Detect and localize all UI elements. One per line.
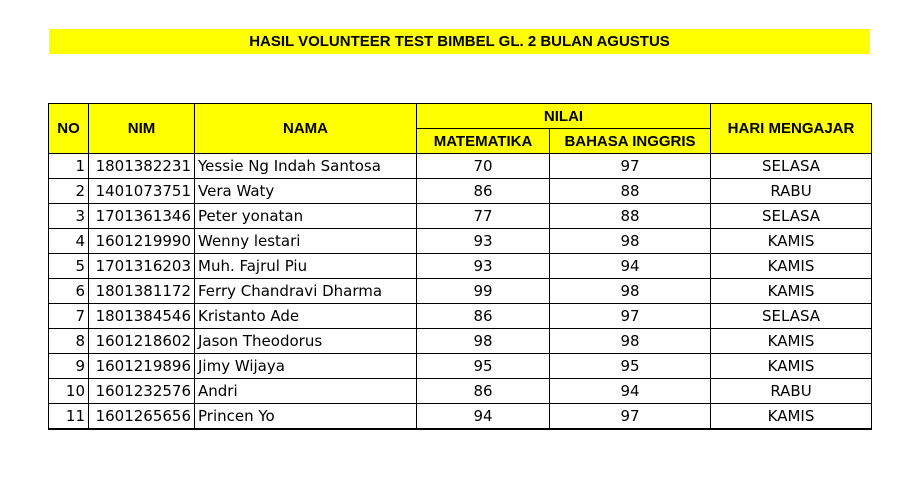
- row-nama: Kristanto Ade: [195, 304, 417, 329]
- row-matematika: 77: [417, 204, 550, 229]
- row-nama: Ferry Chandravi Dharma: [195, 279, 417, 304]
- row-nim: 1401073751: [89, 179, 195, 204]
- row-bahasa-inggris: 95: [550, 354, 711, 379]
- row-hari-mengajar: SELASA: [711, 154, 872, 179]
- row-bahasa-inggris: 88: [550, 179, 711, 204]
- row-bahasa-inggris: 94: [550, 379, 711, 404]
- row-nim: 1601265656: [89, 404, 195, 430]
- row-hari-mengajar: RABU: [711, 379, 872, 404]
- row-nim: 1601232576: [89, 379, 195, 404]
- row-no: 4: [49, 229, 89, 254]
- row-bahasa-inggris: 88: [550, 204, 711, 229]
- row-nim: 1601218602: [89, 329, 195, 354]
- row-no: 2: [49, 179, 89, 204]
- table-row: [49, 354, 872, 379]
- row-hari-mengajar: KAMIS: [711, 229, 872, 254]
- row-bahasa-inggris: 94: [550, 254, 711, 279]
- row-matematika: 93: [417, 254, 550, 279]
- row-matematika: 93: [417, 229, 550, 254]
- table-row: [49, 404, 872, 430]
- row-matematika: 99: [417, 279, 550, 304]
- row-no: 5: [49, 254, 89, 279]
- table-row: [49, 154, 872, 179]
- row-nim: 1801382231: [89, 154, 195, 179]
- row-no: 10: [49, 379, 89, 404]
- results-table: [48, 103, 872, 430]
- header-bahasa-inggris: BAHASA INGGRIS: [550, 129, 711, 154]
- row-matematika: 95: [417, 354, 550, 379]
- row-nama: Jimy Wijaya: [195, 354, 417, 379]
- table-row: [49, 179, 872, 204]
- row-nama: Jason Theodorus: [195, 329, 417, 354]
- row-nama: Yessie Ng Indah Santosa: [195, 154, 417, 179]
- row-bahasa-inggris: 98: [550, 329, 711, 354]
- header-hari-mengajar: HARI MENGAJAR: [711, 104, 872, 154]
- row-nama: Wenny lestari: [195, 229, 417, 254]
- table-row: [49, 204, 872, 229]
- table-row: [49, 379, 872, 404]
- table-row: [49, 254, 872, 279]
- row-matematika: 86: [417, 379, 550, 404]
- row-no: 9: [49, 354, 89, 379]
- row-nim: 1601219990: [89, 229, 195, 254]
- row-bahasa-inggris: 97: [550, 404, 711, 430]
- row-bahasa-inggris: 97: [550, 154, 711, 179]
- row-bahasa-inggris: 98: [550, 279, 711, 304]
- row-matematika: 94: [417, 404, 550, 430]
- row-hari-mengajar: RABU: [711, 179, 872, 204]
- header-nim: NIM: [89, 104, 195, 154]
- row-hari-mengajar: KAMIS: [711, 329, 872, 354]
- row-nim: 1801381172: [89, 279, 195, 304]
- row-no: 8: [49, 329, 89, 354]
- row-hari-mengajar: SELASA: [711, 204, 872, 229]
- table-row: [49, 329, 872, 354]
- table-row: [49, 304, 872, 329]
- row-no: 11: [49, 404, 89, 430]
- row-nim: 1601219896: [89, 354, 195, 379]
- header-no: NO: [49, 104, 89, 154]
- row-nim: 1701361346: [89, 204, 195, 229]
- table-row: [49, 229, 872, 254]
- row-matematika: 98: [417, 329, 550, 354]
- row-no: 6: [49, 279, 89, 304]
- row-nim: 1801384546: [89, 304, 195, 329]
- row-nama: Muh. Fajrul Piu: [195, 254, 417, 279]
- row-no: 1: [49, 154, 89, 179]
- table-body: [49, 154, 872, 430]
- row-hari-mengajar: KAMIS: [711, 279, 872, 304]
- header-nama: NAMA: [195, 104, 417, 154]
- row-matematika: 86: [417, 304, 550, 329]
- row-nama: Vera Waty: [195, 179, 417, 204]
- table-row: [49, 279, 872, 304]
- row-bahasa-inggris: 97: [550, 304, 711, 329]
- row-nim: 1701316203: [89, 254, 195, 279]
- row-bahasa-inggris: 98: [550, 229, 711, 254]
- header-matematika: MATEMATIKA: [417, 129, 550, 154]
- row-hari-mengajar: KAMIS: [711, 404, 872, 430]
- row-nama: Princen Yo: [195, 404, 417, 430]
- page-title: HASIL VOLUNTEER TEST BIMBEL GL. 2 BULAN AGUSTUS: [49, 29, 870, 54]
- row-matematika: 86: [417, 179, 550, 204]
- row-hari-mengajar: SELASA: [711, 304, 872, 329]
- row-no: 7: [49, 304, 89, 329]
- row-matematika: 70: [417, 154, 550, 179]
- row-hari-mengajar: KAMIS: [711, 354, 872, 379]
- row-nama: Peter yonatan: [195, 204, 417, 229]
- header-nilai: NILAI: [417, 104, 711, 129]
- row-hari-mengajar: KAMIS: [711, 254, 872, 279]
- row-no: 3: [49, 204, 89, 229]
- row-nama: Andri: [195, 379, 417, 404]
